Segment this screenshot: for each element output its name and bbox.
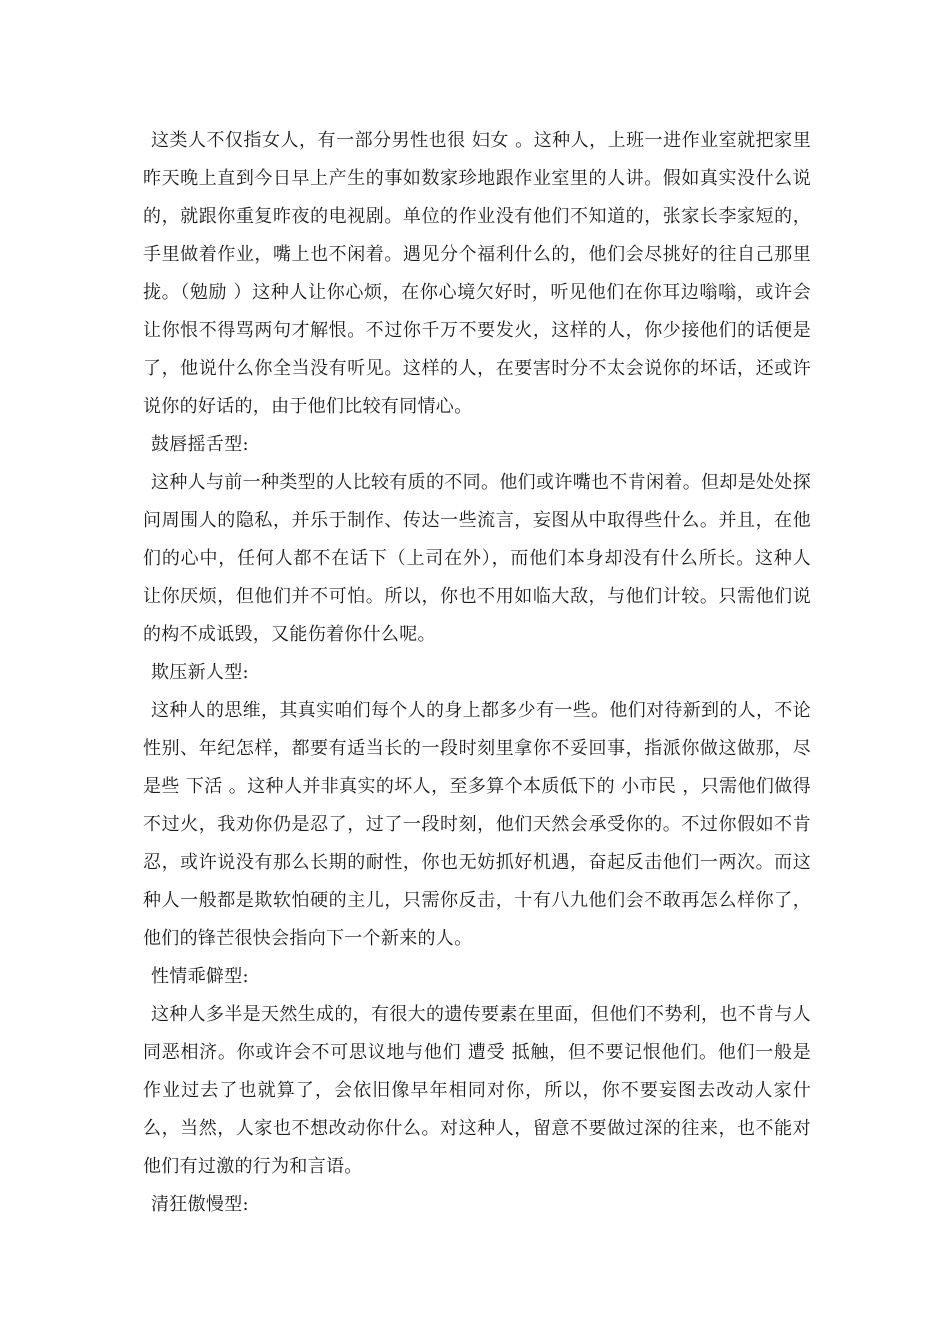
- section-heading-arrogant-type: 清狂傲慢型:: [151, 1194, 249, 1215]
- document-body: [143, 122, 811, 1224]
- section-heading-bully-newcomer-type: 欺压新人型:: [151, 662, 249, 683]
- paragraph-bully-newcomer-type: 这种人的思维，其真实咱们每个人的身上都多少有一些。他们对待新到的人，不论性别、年纪怎样，都要有适当长的一段时刻里拿你不妥回事，指派你做这做那，尽是些 下活 。这种人并非真实的坏人，至多算个本质低下的 小市民 ，只需他们做得不过火，我劝你仍是忍了，过了一段时刻，他们天然会承受你的。不过你假如不肯忍，或许说没有那么长期的耐性，你也无妨抓好机遇，奋起反击他们一两次。而这种人一般都是欺软怕硬的主儿，只需你反击，十有八九他们会不敢再怎么样你了，他们的锋芒很快会指向下一个新来的人。: [143, 700, 811, 949]
- paragraph-rumor-type: 这种人与前一种类型的人比较有质的不同。他们或许嘴也不肯闲着。但却是处处探问周围人的隐私，并乐于制作、传达一些流言，妄图从中取得些什么。并且，在他们的心中，任何人都不在话下（上司在外），而他们本身却没有什么所长。这种人让你厌烦，但他们并不可怕。所以，你也不用如临大敌，与他们计较。只需他们说的构不成诋毁，又能伤着你什么呢。: [143, 472, 811, 645]
- section-heading-rumor-type: 鼓唇摇舌型:: [151, 434, 249, 455]
- paragraph-gossip-type: 这类人不仅指女人，有一部分男性也很 妇女 。这种人，上班一进作业室就把家里昨天晚上直到今日早上产生的事如数家珍地跟作业室里的人讲。假如真实没什么说的，就跟你重复昨夜的电视剧。单位的作业没有他们不知道的，张家长李家短的，手里做着作业，嘴上也不闲着。遇见分个福利什么的，他们会尽挑好的往自己那里拢。（勉励 ）这种人让你心烦，在你心境欠好时，听见他们在你耳边嗡嗡，或许会让你恨不得骂两句才解恨。不过你千万不要发火，这样的人，你少接他们的话便是了，他说什么你全当没有听见。这样的人，在要害时分不太会说你的坏话，还或许说你的好话的，由于他们比较有同情心。: [143, 130, 811, 417]
- paragraph-eccentric-type: 这种人多半是天然生成的，有很大的遗传要素在里面，但他们不势利，也不肯与人同恶相济。你或许会不可思议地与他们 遭受 抵触，但不要记恨他们。他们一般是作业过去了也就算了，会依旧像早年相同对你，所以，你不要妄图去改动人家什么，当然，人家也不想改动你什么。对这种人，留意不要做过深的往来，也不能对他们有过激的行为和言语。: [143, 1004, 811, 1177]
- section-heading-eccentric-type: 性情乖僻型:: [151, 966, 249, 987]
